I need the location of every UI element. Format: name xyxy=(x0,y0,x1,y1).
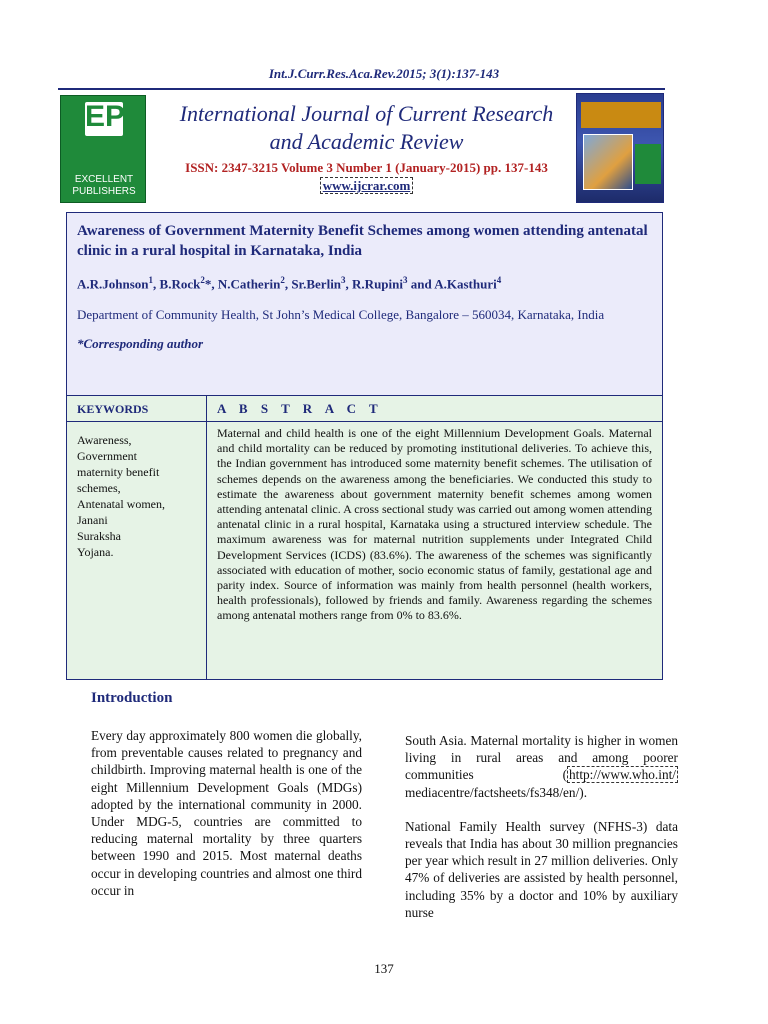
intro-paragraph-3: National Family Health survey (NFHS-3) data reveals that India has about 30 million pregnancies per year which result in 27 million deliveries. Only 47% of deliveries are assisted by health personnel, including 35% by a doctor and 10% by auxiliary nurse xyxy=(405,818,678,920)
keyword-item: Antenatal women, xyxy=(77,497,165,511)
page-number: 137 xyxy=(374,961,394,976)
body-column-right xyxy=(405,732,678,921)
journal-title-line2: and Academic Review xyxy=(269,129,464,154)
author-name: A.Kasthuri xyxy=(434,276,497,292)
journal-header xyxy=(58,88,665,200)
keyword-item: schemes, xyxy=(77,481,121,495)
author-separator: , xyxy=(153,276,160,292)
author-affiliation-mark: 4 xyxy=(496,275,502,285)
keyword-item: Janani xyxy=(77,513,108,527)
abstract-text: Maternal and child health is one of the eight Millennium Development Goals. Maternal and child mortality can be reduced by promoting institutional deliveries. To achieve this, the Indian government has introduced some maternity benefit schemes. The utilisation of schemes depends on the awareness among the beneficiaries. We conducted this study to estimate the awareness about government maternity benefit schemes among women attending antenatal clinic. A cross sectional study was carried out among women attending antenatal clinic in a rural hospital, Karnataka using a structured interview schedule. The maximum awareness was for maternal nutrition supplements under Integrated Child Development Services (ICDS) (83.6%). The awareness of the schemes was significantly associated with education of mother, socio economic status of family, gestational age and parity index. Source of information was mainly from health personnel (health workers, health professionals), followed by friends and family. Awareness regarding the schemes among antenatal mothers range from 0% to 83.6%. xyxy=(217,426,652,623)
journal-cover-image xyxy=(576,93,664,203)
abstract-box xyxy=(207,396,663,680)
cover-photo xyxy=(583,134,633,190)
issn-line: ISSN: 2347-3215 Volume 3 Number 1 (January-2015) pp. 137-143 xyxy=(185,160,548,175)
logo-text xyxy=(61,174,147,198)
intro-paragraph-2-end: mediacentre/factsheets/fs348/en/). xyxy=(405,784,588,800)
paper-title: Awareness of Government Maternity Benefit Schemes among women attending antenatal clinic in a rural hospital in Karnataka, India xyxy=(77,223,648,259)
introduction-heading: Introduction xyxy=(91,690,173,706)
author-affiliation-mark: 2 xyxy=(200,275,205,285)
author-affiliation-mark: 1 xyxy=(148,275,154,285)
keywords-list xyxy=(67,422,206,570)
keyword-item: Yojana. xyxy=(77,545,114,559)
journal-title xyxy=(153,100,580,156)
intro-paragraph-2 xyxy=(405,732,678,801)
author-separator: *, xyxy=(204,276,218,292)
body-column-left xyxy=(91,727,362,899)
author-name: B.Rock xyxy=(159,276,201,292)
logo-text-line2: PUBLISHERS xyxy=(72,186,136,197)
journal-title-line1: International Journal of Current Research xyxy=(179,101,554,126)
paper-title-box xyxy=(66,212,663,396)
cover-title-band xyxy=(581,102,661,128)
author-name: A.R.Johnson xyxy=(77,276,149,292)
intro-paragraph-1: Every day approximately 800 women die globally, from preventable causes related to pregnancy and childbirth. Improving maternal health is one of the eight Millennium Development Goals (MDGs) adopted by the international community in 2000. Under MDG-5, countries are committed to reducing maternal mortality by three quarters between 1990 and 2015. Most maternal deaths occur in developing countries and almost one third occur in xyxy=(91,728,362,898)
intro-paragraph-2-start: South Asia. Maternal mortality is higher in women living in rural areas and among poorer communities ( xyxy=(405,733,678,783)
author-separator: , xyxy=(284,276,292,292)
author-affiliation-mark: 3 xyxy=(403,275,408,285)
keywords-box xyxy=(66,396,207,680)
author-separator: , xyxy=(345,276,353,292)
keywords-heading: KEYWORDS xyxy=(67,396,206,422)
keyword-item: Government xyxy=(77,449,137,463)
logo-text-line1: EXCELLENT xyxy=(74,174,134,185)
author-list xyxy=(77,275,652,292)
author-separator: and xyxy=(407,276,435,292)
logo-letters xyxy=(61,102,147,140)
cover-logo xyxy=(635,144,661,184)
logo-letters-text: EP xyxy=(85,102,123,136)
who-link[interactable]: http://www.who.int/ xyxy=(569,767,676,783)
author-affiliation-mark: 3 xyxy=(341,275,346,285)
publisher-logo xyxy=(60,95,146,203)
author-name: Sr.Berlin xyxy=(291,276,342,292)
journal-citation: Int.J.Curr.Res.Aca.Rev.2015; 3(1):137-143 xyxy=(268,66,500,81)
author-name: N.Catherin xyxy=(217,276,281,292)
abstract-heading: A B S T R A C T xyxy=(207,396,662,422)
keyword-item: Awareness, xyxy=(77,433,132,447)
keyword-item: maternity benefit xyxy=(77,465,160,479)
keyword-item: Suraksha xyxy=(77,529,121,543)
author-affiliation-mark: 2 xyxy=(280,275,285,285)
url-line xyxy=(153,177,580,195)
corresponding-author-note: *Corresponding author xyxy=(77,336,204,352)
affiliation: Department of Community Health, St John’s Medical College, Bangalore – 560034, Karnataka, India xyxy=(77,307,605,323)
journal-url-link[interactable]: www.ijcrar.com xyxy=(320,177,414,194)
author-name: R.Rupini xyxy=(352,276,403,292)
